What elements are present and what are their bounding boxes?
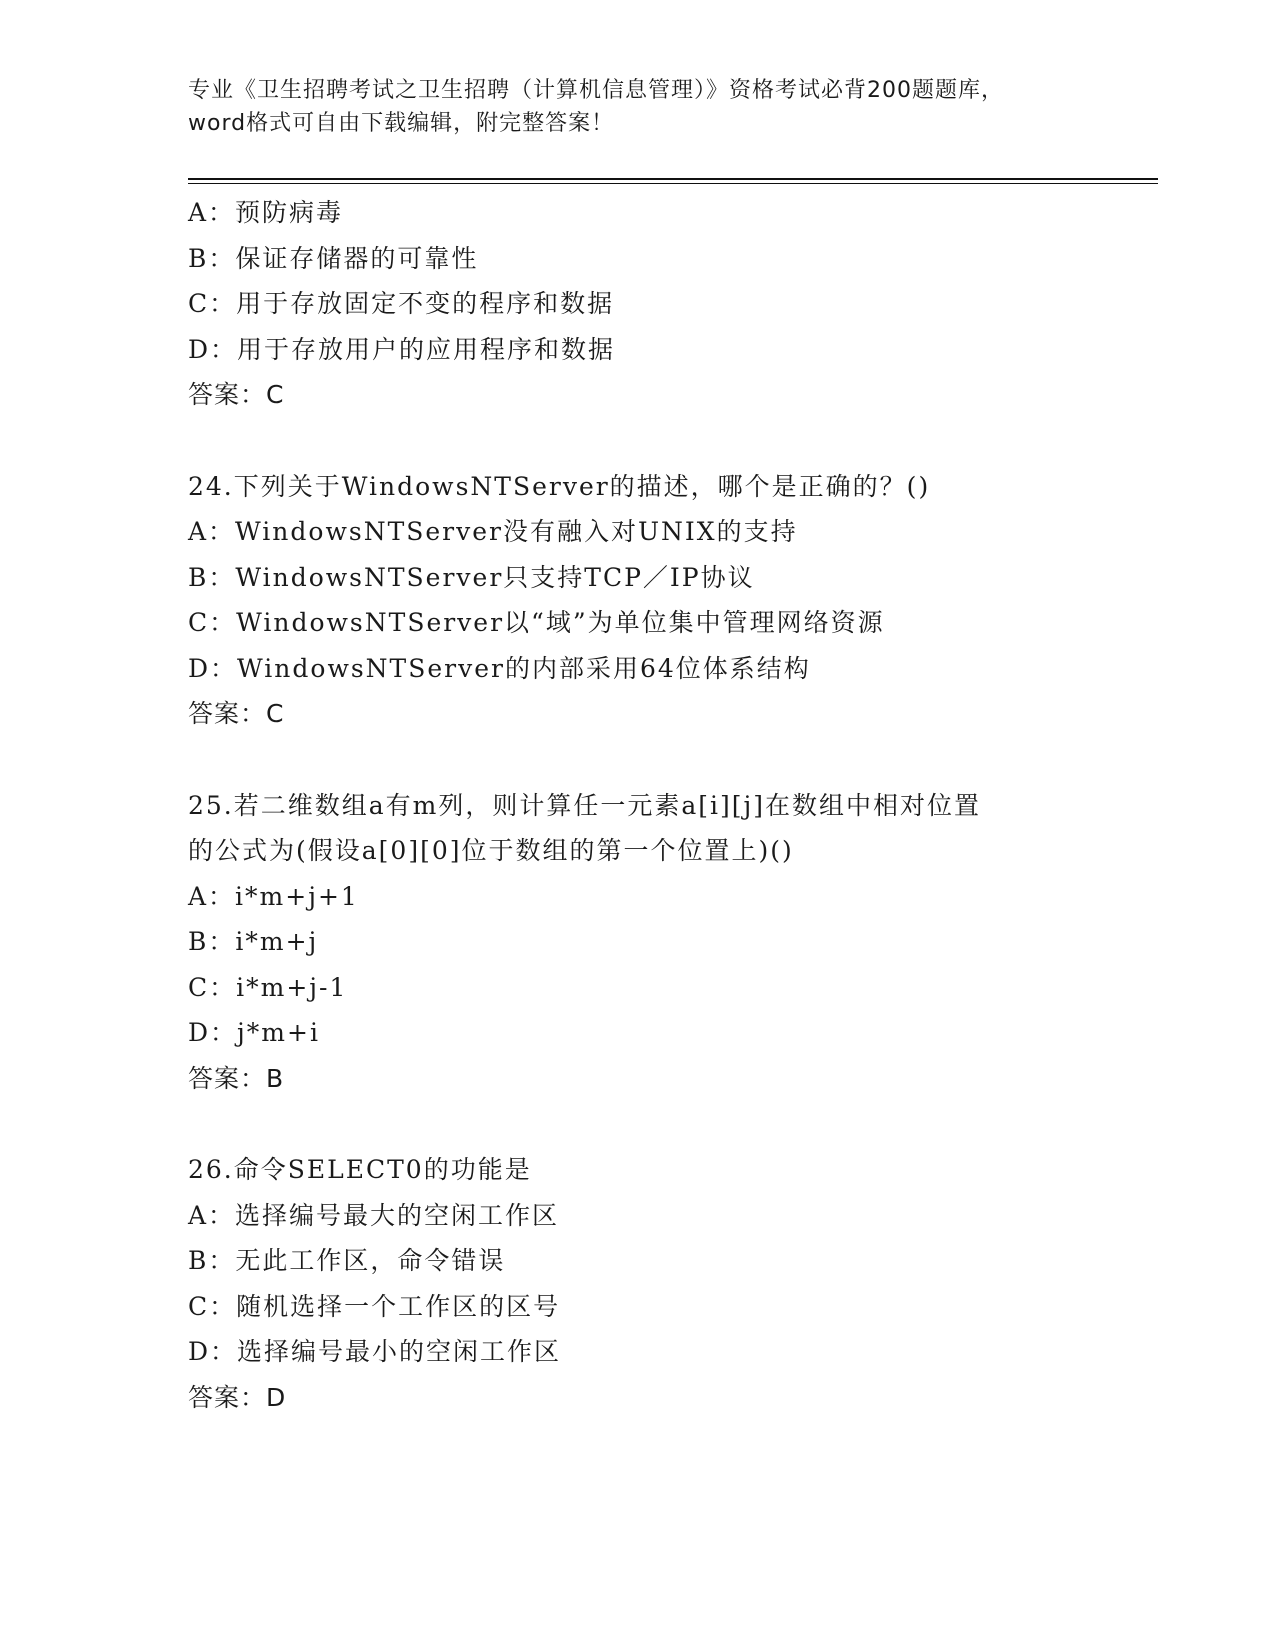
question-list [188, 190, 1088, 1420]
spacer [188, 1101, 1088, 1147]
option-c: C：随机选择一个工作区的区号 [188, 1291, 561, 1321]
question-24 [188, 464, 1088, 737]
option-a: A：WindowsNTServer没有融入对UNIX的支持 [188, 517, 798, 546]
option-d: D：WindowsNTServer的内部采用64位体系结构 [188, 653, 811, 683]
question-text-line-2: 的公式为(假设a[0][0]位于数组的第一个位置上)() [188, 836, 794, 865]
header-title-line-1: 专业《卫生招聘考试之卫生招聘（计算机信息管理）》资格考试必背200题题库， [188, 78, 1004, 103]
header-title-line-2: word格式可自由下载编辑，附完整答案！ [188, 111, 615, 136]
option-d: D：用于存放用户的应用程序和数据 [188, 334, 616, 364]
answer: 答案：B [188, 1063, 285, 1093]
answer: 答案：D [188, 1382, 287, 1412]
answer: 答案：C [188, 699, 285, 728]
option-a: A：选择编号最大的空闲工作区 [188, 1200, 560, 1230]
option-d: D：j*m+i [188, 1018, 320, 1047]
option-d: D：选择编号最小的空闲工作区 [188, 1337, 562, 1366]
spacer [188, 737, 1088, 783]
question-23 [188, 190, 1088, 418]
option-c: C：i*m+j-1 [188, 972, 348, 1002]
option-a: A：预防病毒 [188, 198, 344, 227]
option-b: B：保证存储器的可靠性 [188, 243, 479, 273]
question-26 [188, 1147, 1088, 1420]
header-divider [188, 178, 1158, 184]
answer: 答案：C [188, 380, 285, 409]
option-b: B：无此工作区，命令错误 [188, 1246, 506, 1275]
question-text: 26.命令SELECT0的功能是 [188, 1155, 532, 1184]
question-25 [188, 783, 1088, 1102]
option-b: B：i*m+j [188, 927, 319, 956]
document-header [188, 74, 1088, 140]
option-a: A：i*m+j+1 [188, 881, 359, 911]
question-text-line-1: 25.若二维数组a有m列，则计算任一元素a[i][j]在数组中相对位置 [188, 790, 982, 820]
option-b: B：WindowsNTServer只支持TCP／IP协议 [188, 562, 755, 592]
question-text: 24.下列关于WindowsNTServer的描述，哪个是正确的？() [188, 471, 931, 501]
spacer [188, 418, 1088, 464]
option-c: C：用于存放固定不变的程序和数据 [188, 289, 615, 318]
option-c: C：WindowsNTServer以“域”为单位集中管理网络资源 [188, 608, 885, 637]
